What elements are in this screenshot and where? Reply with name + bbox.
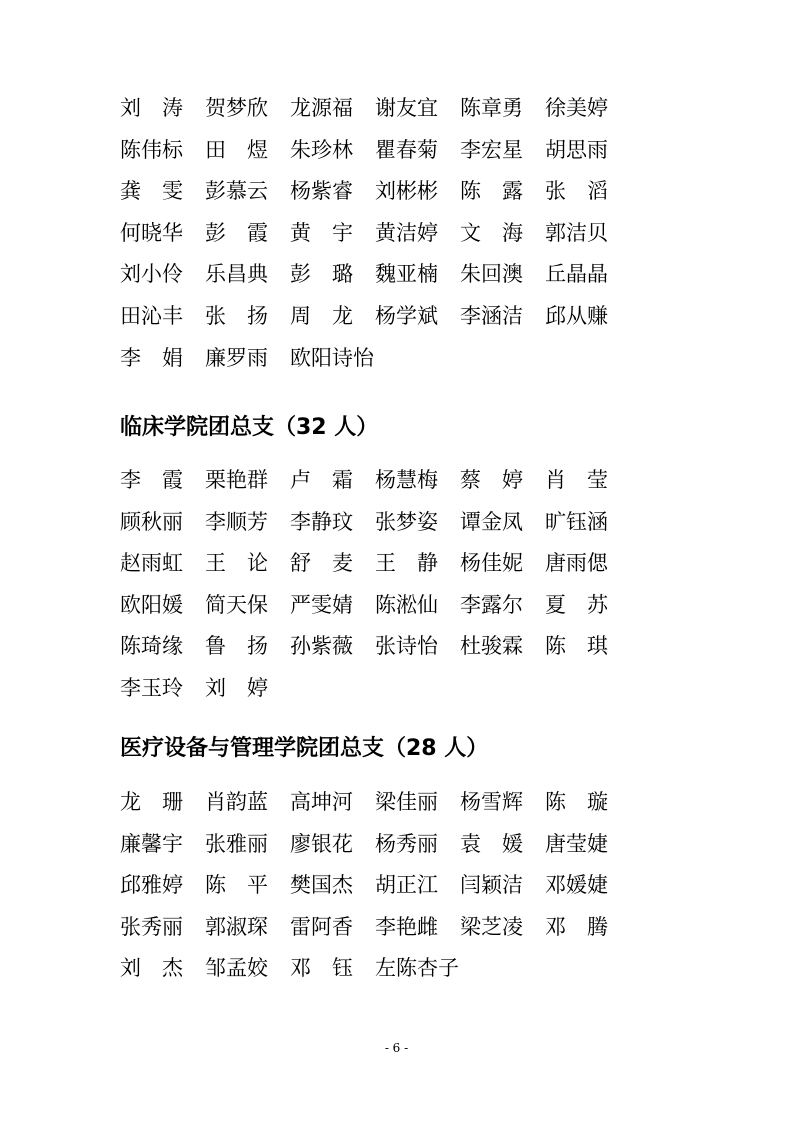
name-row xyxy=(120,543,680,585)
person-name: 梁佳丽 xyxy=(375,790,438,814)
person-name: 孙紫薇 xyxy=(290,634,353,659)
person-name: 朱回澳 xyxy=(460,262,523,287)
person-name: 陈 璇 xyxy=(545,790,608,814)
person-name: 王 静 xyxy=(375,551,438,576)
person-name: 卢 霜 xyxy=(290,468,353,492)
person-name: 邓 钰 xyxy=(290,956,353,981)
person-name: 邹孟姣 xyxy=(205,956,268,981)
person-name: 田 煜 xyxy=(205,137,268,162)
name-row xyxy=(120,948,680,990)
person-name: 龙 珊 xyxy=(120,790,183,814)
person-name: 刘 杰 xyxy=(120,956,183,981)
person-name: 高坤河 xyxy=(290,790,353,814)
person-name: 李宏星 xyxy=(460,137,523,162)
person-name: 袁 媛 xyxy=(460,831,523,856)
person-name: 廉馨宇 xyxy=(120,831,183,856)
person-name: 张 扬 xyxy=(205,303,268,328)
person-name: 陈淞仙 xyxy=(375,592,438,617)
person-name: 杨紫睿 xyxy=(290,179,353,204)
person-name: 张雅丽 xyxy=(205,831,268,856)
name-row xyxy=(120,907,680,949)
person-name: 简天保 xyxy=(205,592,268,617)
name-row xyxy=(120,171,680,213)
person-name: 陈 平 xyxy=(205,873,268,898)
person-name: 徐美婷 xyxy=(545,96,608,120)
name-row xyxy=(120,338,680,380)
person-name: 栗艳群 xyxy=(205,468,268,492)
name-list-clinical xyxy=(120,460,680,710)
person-name: 雷阿香 xyxy=(290,914,353,939)
person-name: 夏 苏 xyxy=(545,592,608,617)
person-name: 杨慧梅 xyxy=(375,468,438,492)
person-name: 龙源福 xyxy=(290,96,353,120)
person-name: 胡思雨 xyxy=(545,137,608,162)
name-row xyxy=(120,296,680,338)
person-name: 乐昌典 xyxy=(205,262,268,287)
person-name: 黄 宇 xyxy=(290,220,353,245)
person-name: 欧阳媛 xyxy=(120,592,183,617)
person-name: 陈琦缘 xyxy=(120,634,183,659)
name-row xyxy=(120,865,680,907)
person-name: 唐雨偲 xyxy=(545,551,608,576)
person-name: 邱雅婷 xyxy=(120,873,183,898)
name-row xyxy=(120,254,680,296)
person-name: 瞿春菊 xyxy=(375,137,438,162)
person-name: 魏亚楠 xyxy=(375,262,438,287)
person-name: 何晓华 xyxy=(120,220,183,245)
person-name: 谭金凤 xyxy=(460,509,523,534)
person-name: 李涵洁 xyxy=(460,303,523,328)
person-name: 杨佳妮 xyxy=(460,551,523,576)
person-name: 杨学斌 xyxy=(375,303,438,328)
person-name: 李玉玲 xyxy=(120,675,183,700)
person-name: 周 龙 xyxy=(290,303,353,328)
person-name: 彭慕云 xyxy=(205,179,268,204)
person-name: 谢友宜 xyxy=(375,96,438,120)
person-name: 廉罗雨 xyxy=(205,345,268,370)
person-name: 郭洁贝 xyxy=(545,220,608,245)
person-name: 胡正江 xyxy=(375,873,438,898)
person-name: 唐莹婕 xyxy=(545,831,608,856)
person-name: 刘小伶 xyxy=(120,262,183,287)
person-name: 彭 璐 xyxy=(290,262,353,287)
person-name: 鲁 扬 xyxy=(205,634,268,659)
section-heading-clinical: 临床学院团总支（32 人） xyxy=(120,415,379,440)
person-name: 丘晶晶 xyxy=(545,262,608,287)
person-name: 廖银花 xyxy=(290,831,353,856)
person-name: 陈伟标 xyxy=(120,137,183,162)
name-row xyxy=(120,460,680,502)
person-name: 贺梦欣 xyxy=(205,96,268,120)
section-heading-medical-equipment: 医疗设备与管理学院团总支（28 人） xyxy=(120,736,489,761)
name-row xyxy=(120,502,680,544)
person-name: 樊国杰 xyxy=(290,873,353,898)
person-name: 欧阳诗怡 xyxy=(290,345,374,370)
person-name: 田沁丰 xyxy=(120,303,183,328)
person-name: 刘 婷 xyxy=(205,675,268,700)
person-name: 李 霞 xyxy=(120,468,183,492)
person-name: 李 娟 xyxy=(120,345,183,370)
person-name: 杜骏霖 xyxy=(460,634,523,659)
person-name: 朱珍林 xyxy=(290,137,353,162)
person-name: 陈章勇 xyxy=(460,96,523,120)
person-name: 杨雪辉 xyxy=(460,790,523,814)
person-name: 龚 雯 xyxy=(120,179,183,204)
person-name: 邓媛婕 xyxy=(545,873,608,898)
person-name: 刘 涛 xyxy=(120,96,183,120)
person-name: 李静玟 xyxy=(290,509,353,534)
name-row xyxy=(120,130,680,172)
person-name: 邓 腾 xyxy=(545,914,608,939)
person-name: 张诗怡 xyxy=(375,634,438,659)
person-name: 梁芝凌 xyxy=(460,914,523,939)
person-name: 邱从赚 xyxy=(545,303,608,328)
person-name: 肖 莹 xyxy=(545,468,608,492)
person-name: 左陈杏子 xyxy=(375,956,459,981)
name-row xyxy=(120,585,680,627)
person-name: 李艳雌 xyxy=(375,914,438,939)
person-name: 张 滔 xyxy=(545,179,608,204)
name-row xyxy=(120,824,680,866)
name-row xyxy=(120,213,680,255)
person-name: 彭 霞 xyxy=(205,220,268,245)
person-name: 严雯婧 xyxy=(290,592,353,617)
person-name: 肖韵蓝 xyxy=(205,790,268,814)
person-name: 顾秋丽 xyxy=(120,509,183,534)
name-row xyxy=(120,782,680,824)
person-name: 王 论 xyxy=(205,551,268,576)
person-name: 陈 露 xyxy=(460,179,523,204)
person-name: 李顺芳 xyxy=(205,509,268,534)
page-number: - 6 - xyxy=(384,1041,409,1055)
person-name: 黄洁婷 xyxy=(375,220,438,245)
person-name: 郭淑琛 xyxy=(205,914,268,939)
person-name: 张梦姿 xyxy=(375,509,438,534)
name-list-continued xyxy=(120,88,680,379)
person-name: 旷钰涵 xyxy=(545,509,608,534)
person-name: 闫颖洁 xyxy=(460,873,523,898)
person-name: 陈 琪 xyxy=(545,634,608,659)
person-name: 李露尔 xyxy=(460,592,523,617)
person-name: 杨秀丽 xyxy=(375,831,438,856)
person-name: 赵雨虹 xyxy=(120,551,183,576)
person-name: 张秀丽 xyxy=(120,914,183,939)
person-name: 刘彬彬 xyxy=(375,179,438,204)
name-row xyxy=(120,626,680,668)
name-row xyxy=(120,668,680,710)
person-name: 蔡 婷 xyxy=(460,468,523,492)
name-list-medical-equipment xyxy=(120,782,680,990)
person-name: 舒 麦 xyxy=(290,551,353,576)
name-row xyxy=(120,88,680,130)
person-name: 文 海 xyxy=(460,220,523,245)
